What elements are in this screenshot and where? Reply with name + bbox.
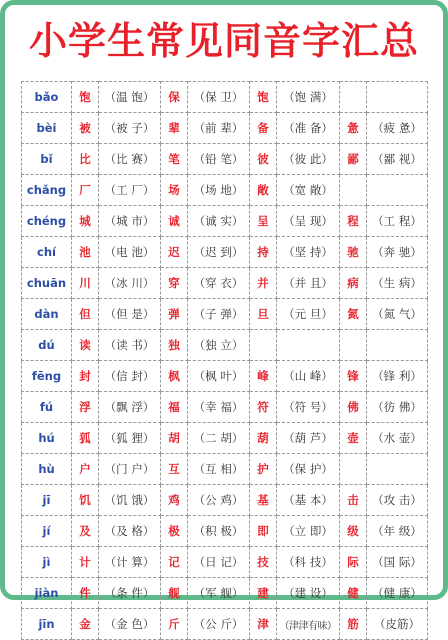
character-cell: 氮 — [340, 299, 367, 330]
character-cell: 枫 — [161, 361, 188, 392]
character-cell: 敞 — [250, 175, 277, 206]
word-cell: （幸 福） — [188, 392, 250, 423]
character-cell: 互 — [161, 454, 188, 485]
character-cell: 佛 — [340, 392, 367, 423]
character-cell: 胡 — [161, 423, 188, 454]
word-cell: （并 且） — [277, 268, 340, 299]
word-cell: （饥 饿） — [99, 485, 161, 516]
word-cell: （元 旦） — [277, 299, 340, 330]
character-cell: 鸡 — [161, 485, 188, 516]
character-cell: 际 — [340, 547, 367, 578]
word-cell — [367, 330, 428, 361]
character-cell: 持 — [250, 237, 277, 268]
character-cell: 程 — [340, 206, 367, 237]
table-row — [22, 113, 428, 144]
character-cell — [250, 330, 277, 361]
character-cell: 迟 — [161, 237, 188, 268]
character-cell: 惫 — [340, 113, 367, 144]
word-cell: （工 厂） — [99, 175, 161, 206]
word-cell: （基 本） — [277, 485, 340, 516]
word-cell: （国 际） — [367, 547, 428, 578]
table-row — [22, 547, 428, 578]
character-cell — [340, 454, 367, 485]
table-row — [22, 516, 428, 547]
character-cell: 筋 — [340, 609, 367, 640]
word-cell: （迟 到） — [188, 237, 250, 268]
character-cell: 被 — [72, 113, 99, 144]
character-cell: 穿 — [161, 268, 188, 299]
pinyin-cell: dú — [22, 330, 72, 361]
character-cell: 场 — [161, 175, 188, 206]
character-cell: 彼 — [250, 144, 277, 175]
character-cell: 计 — [72, 547, 99, 578]
table-row — [22, 237, 428, 268]
word-cell: （穿 衣） — [188, 268, 250, 299]
character-cell: 川 — [72, 268, 99, 299]
table-row — [22, 392, 428, 423]
character-cell: 及 — [72, 516, 99, 547]
pinyin-cell: chí — [22, 237, 72, 268]
character-cell: 记 — [161, 547, 188, 578]
word-cell: （建 设） — [277, 578, 340, 609]
character-cell: 诚 — [161, 206, 188, 237]
character-cell: 级 — [340, 516, 367, 547]
character-cell: 厂 — [72, 175, 99, 206]
table-row — [22, 330, 428, 361]
pinyin-cell: chuān — [22, 268, 72, 299]
pinyin-cell: bǐ — [22, 144, 72, 175]
character-cell: 饱 — [250, 82, 277, 113]
word-cell — [367, 454, 428, 485]
homophone-table — [21, 81, 428, 640]
character-cell: 户 — [72, 454, 99, 485]
word-cell: （彼 此） — [277, 144, 340, 175]
character-cell: 斤 — [161, 609, 188, 640]
character-cell — [340, 175, 367, 206]
word-cell: （计 算） — [99, 547, 161, 578]
character-cell: 鄙 — [340, 144, 367, 175]
table-row — [22, 144, 428, 175]
word-cell: （宽 敞） — [277, 175, 340, 206]
word-cell: （铅 笔） — [188, 144, 250, 175]
word-cell: （但 是） — [99, 299, 161, 330]
character-cell: 狐 — [72, 423, 99, 454]
word-cell: （彷 佛） — [367, 392, 428, 423]
word-cell: （被 子） — [99, 113, 161, 144]
character-cell — [340, 82, 367, 113]
character-cell: 符 — [250, 392, 277, 423]
pinyin-cell: jiàn — [22, 578, 72, 609]
character-cell: 建 — [250, 578, 277, 609]
character-cell: 驰 — [340, 237, 367, 268]
table-row — [22, 578, 428, 609]
pinyin-cell: hù — [22, 454, 72, 485]
word-cell: （门 户） — [99, 454, 161, 485]
table-row — [22, 299, 428, 330]
pinyin-cell: jīn — [22, 609, 72, 640]
character-cell: 备 — [250, 113, 277, 144]
word-cell: （比 赛） — [99, 144, 161, 175]
word-cell — [367, 82, 428, 113]
character-cell: 峰 — [250, 361, 277, 392]
character-cell: 福 — [161, 392, 188, 423]
word-cell: （准 备） — [277, 113, 340, 144]
word-cell: （鄙 视） — [367, 144, 428, 175]
character-cell: 葫 — [250, 423, 277, 454]
word-cell: （电 池） — [99, 237, 161, 268]
word-cell: （公 鸡） — [188, 485, 250, 516]
word-cell: （保 护） — [277, 454, 340, 485]
word-cell: （日 记） — [188, 547, 250, 578]
character-cell: 呈 — [250, 206, 277, 237]
character-cell: 饱 — [72, 82, 99, 113]
word-cell: （年 级） — [367, 516, 428, 547]
character-cell: 城 — [72, 206, 99, 237]
pinyin-cell: jì — [22, 547, 72, 578]
character-cell: 基 — [250, 485, 277, 516]
table-row — [22, 609, 428, 640]
pinyin-cell: jí — [22, 516, 72, 547]
character-cell: 壶 — [340, 423, 367, 454]
word-cell: （工 程） — [367, 206, 428, 237]
word-cell: （子 弹） — [188, 299, 250, 330]
word-cell: （城 市） — [99, 206, 161, 237]
word-cell: （狐 狸） — [99, 423, 161, 454]
pinyin-cell: bǎo — [22, 82, 72, 113]
word-cell: （氮 气） — [367, 299, 428, 330]
word-cell: （飘 浮） — [99, 392, 161, 423]
word-cell: （独 立） — [188, 330, 250, 361]
word-cell: （读 书） — [99, 330, 161, 361]
word-cell: （葫 芦） — [277, 423, 340, 454]
word-cell — [277, 330, 340, 361]
character-cell: 舰 — [161, 578, 188, 609]
word-cell: （场 地） — [188, 175, 250, 206]
word-cell: （疲 惫） — [367, 113, 428, 144]
word-cell: （及 格） — [99, 516, 161, 547]
word-cell: （二 胡） — [188, 423, 250, 454]
character-cell: 浮 — [72, 392, 99, 423]
character-cell: 保 — [161, 82, 188, 113]
character-cell: 辈 — [161, 113, 188, 144]
character-cell: 饥 — [72, 485, 99, 516]
character-cell: 健 — [340, 578, 367, 609]
table-row — [22, 268, 428, 299]
character-cell: 比 — [72, 144, 99, 175]
table-row — [22, 206, 428, 237]
character-cell: 封 — [72, 361, 99, 392]
character-cell: 极 — [161, 516, 188, 547]
pinyin-cell: fú — [22, 392, 72, 423]
character-cell: 独 — [161, 330, 188, 361]
character-cell: 并 — [250, 268, 277, 299]
character-cell: 护 — [250, 454, 277, 485]
character-cell: 锋 — [340, 361, 367, 392]
word-cell: （保 卫） — [188, 82, 250, 113]
word-cell: （军 舰） — [188, 578, 250, 609]
character-cell: 池 — [72, 237, 99, 268]
word-cell: （枫 叶） — [188, 361, 250, 392]
word-cell: （水 壶） — [367, 423, 428, 454]
word-cell: （健 康） — [367, 578, 428, 609]
word-cell: （诚 实） — [188, 206, 250, 237]
word-cell: （公 斤） — [188, 609, 250, 640]
word-cell: （攻 击） — [367, 485, 428, 516]
word-cell: （锋 利） — [367, 361, 428, 392]
pinyin-cell: jī — [22, 485, 72, 516]
character-cell: 病 — [340, 268, 367, 299]
table-row — [22, 485, 428, 516]
character-cell: 读 — [72, 330, 99, 361]
pinyin-cell: hú — [22, 423, 72, 454]
word-cell: （前 辈） — [188, 113, 250, 144]
word-cell: （津津有味） — [277, 609, 340, 640]
table-row — [22, 175, 428, 206]
word-cell: （山 峰） — [277, 361, 340, 392]
pinyin-cell: bèi — [22, 113, 72, 144]
pinyin-cell: chǎng — [22, 175, 72, 206]
word-cell: （温 饱） — [99, 82, 161, 113]
word-cell: （条 件） — [99, 578, 161, 609]
character-cell: 津 — [250, 609, 277, 640]
table-row — [22, 423, 428, 454]
word-cell: （信 封） — [99, 361, 161, 392]
word-cell — [367, 175, 428, 206]
word-cell: （积 极） — [188, 516, 250, 547]
pinyin-cell: fēng — [22, 361, 72, 392]
word-cell: （生 病） — [367, 268, 428, 299]
table-row — [22, 454, 428, 485]
character-cell: 但 — [72, 299, 99, 330]
character-cell: 击 — [340, 485, 367, 516]
word-cell: （互 相） — [188, 454, 250, 485]
character-cell: 笔 — [161, 144, 188, 175]
table-row — [22, 361, 428, 392]
word-cell: （立 即） — [277, 516, 340, 547]
pinyin-cell: chéng — [22, 206, 72, 237]
word-cell: （皮筋） — [367, 609, 428, 640]
word-cell: （科 技） — [277, 547, 340, 578]
word-cell: （金 色） — [99, 609, 161, 640]
character-cell: 件 — [72, 578, 99, 609]
word-cell: （饱 满） — [277, 82, 340, 113]
character-cell: 弹 — [161, 299, 188, 330]
character-cell: 技 — [250, 547, 277, 578]
word-cell: （冰 川） — [99, 268, 161, 299]
word-cell: （呈 现） — [277, 206, 340, 237]
word-cell: （奔 驰） — [367, 237, 428, 268]
character-cell: 即 — [250, 516, 277, 547]
word-cell: （符 号） — [277, 392, 340, 423]
character-cell — [340, 330, 367, 361]
word-cell: （坚 持） — [277, 237, 340, 268]
page-title: 小学生常见同音字汇总 — [28, 19, 419, 63]
pinyin-cell: dàn — [22, 299, 72, 330]
character-cell: 金 — [72, 609, 99, 640]
character-cell: 旦 — [250, 299, 277, 330]
table-row — [22, 82, 428, 113]
